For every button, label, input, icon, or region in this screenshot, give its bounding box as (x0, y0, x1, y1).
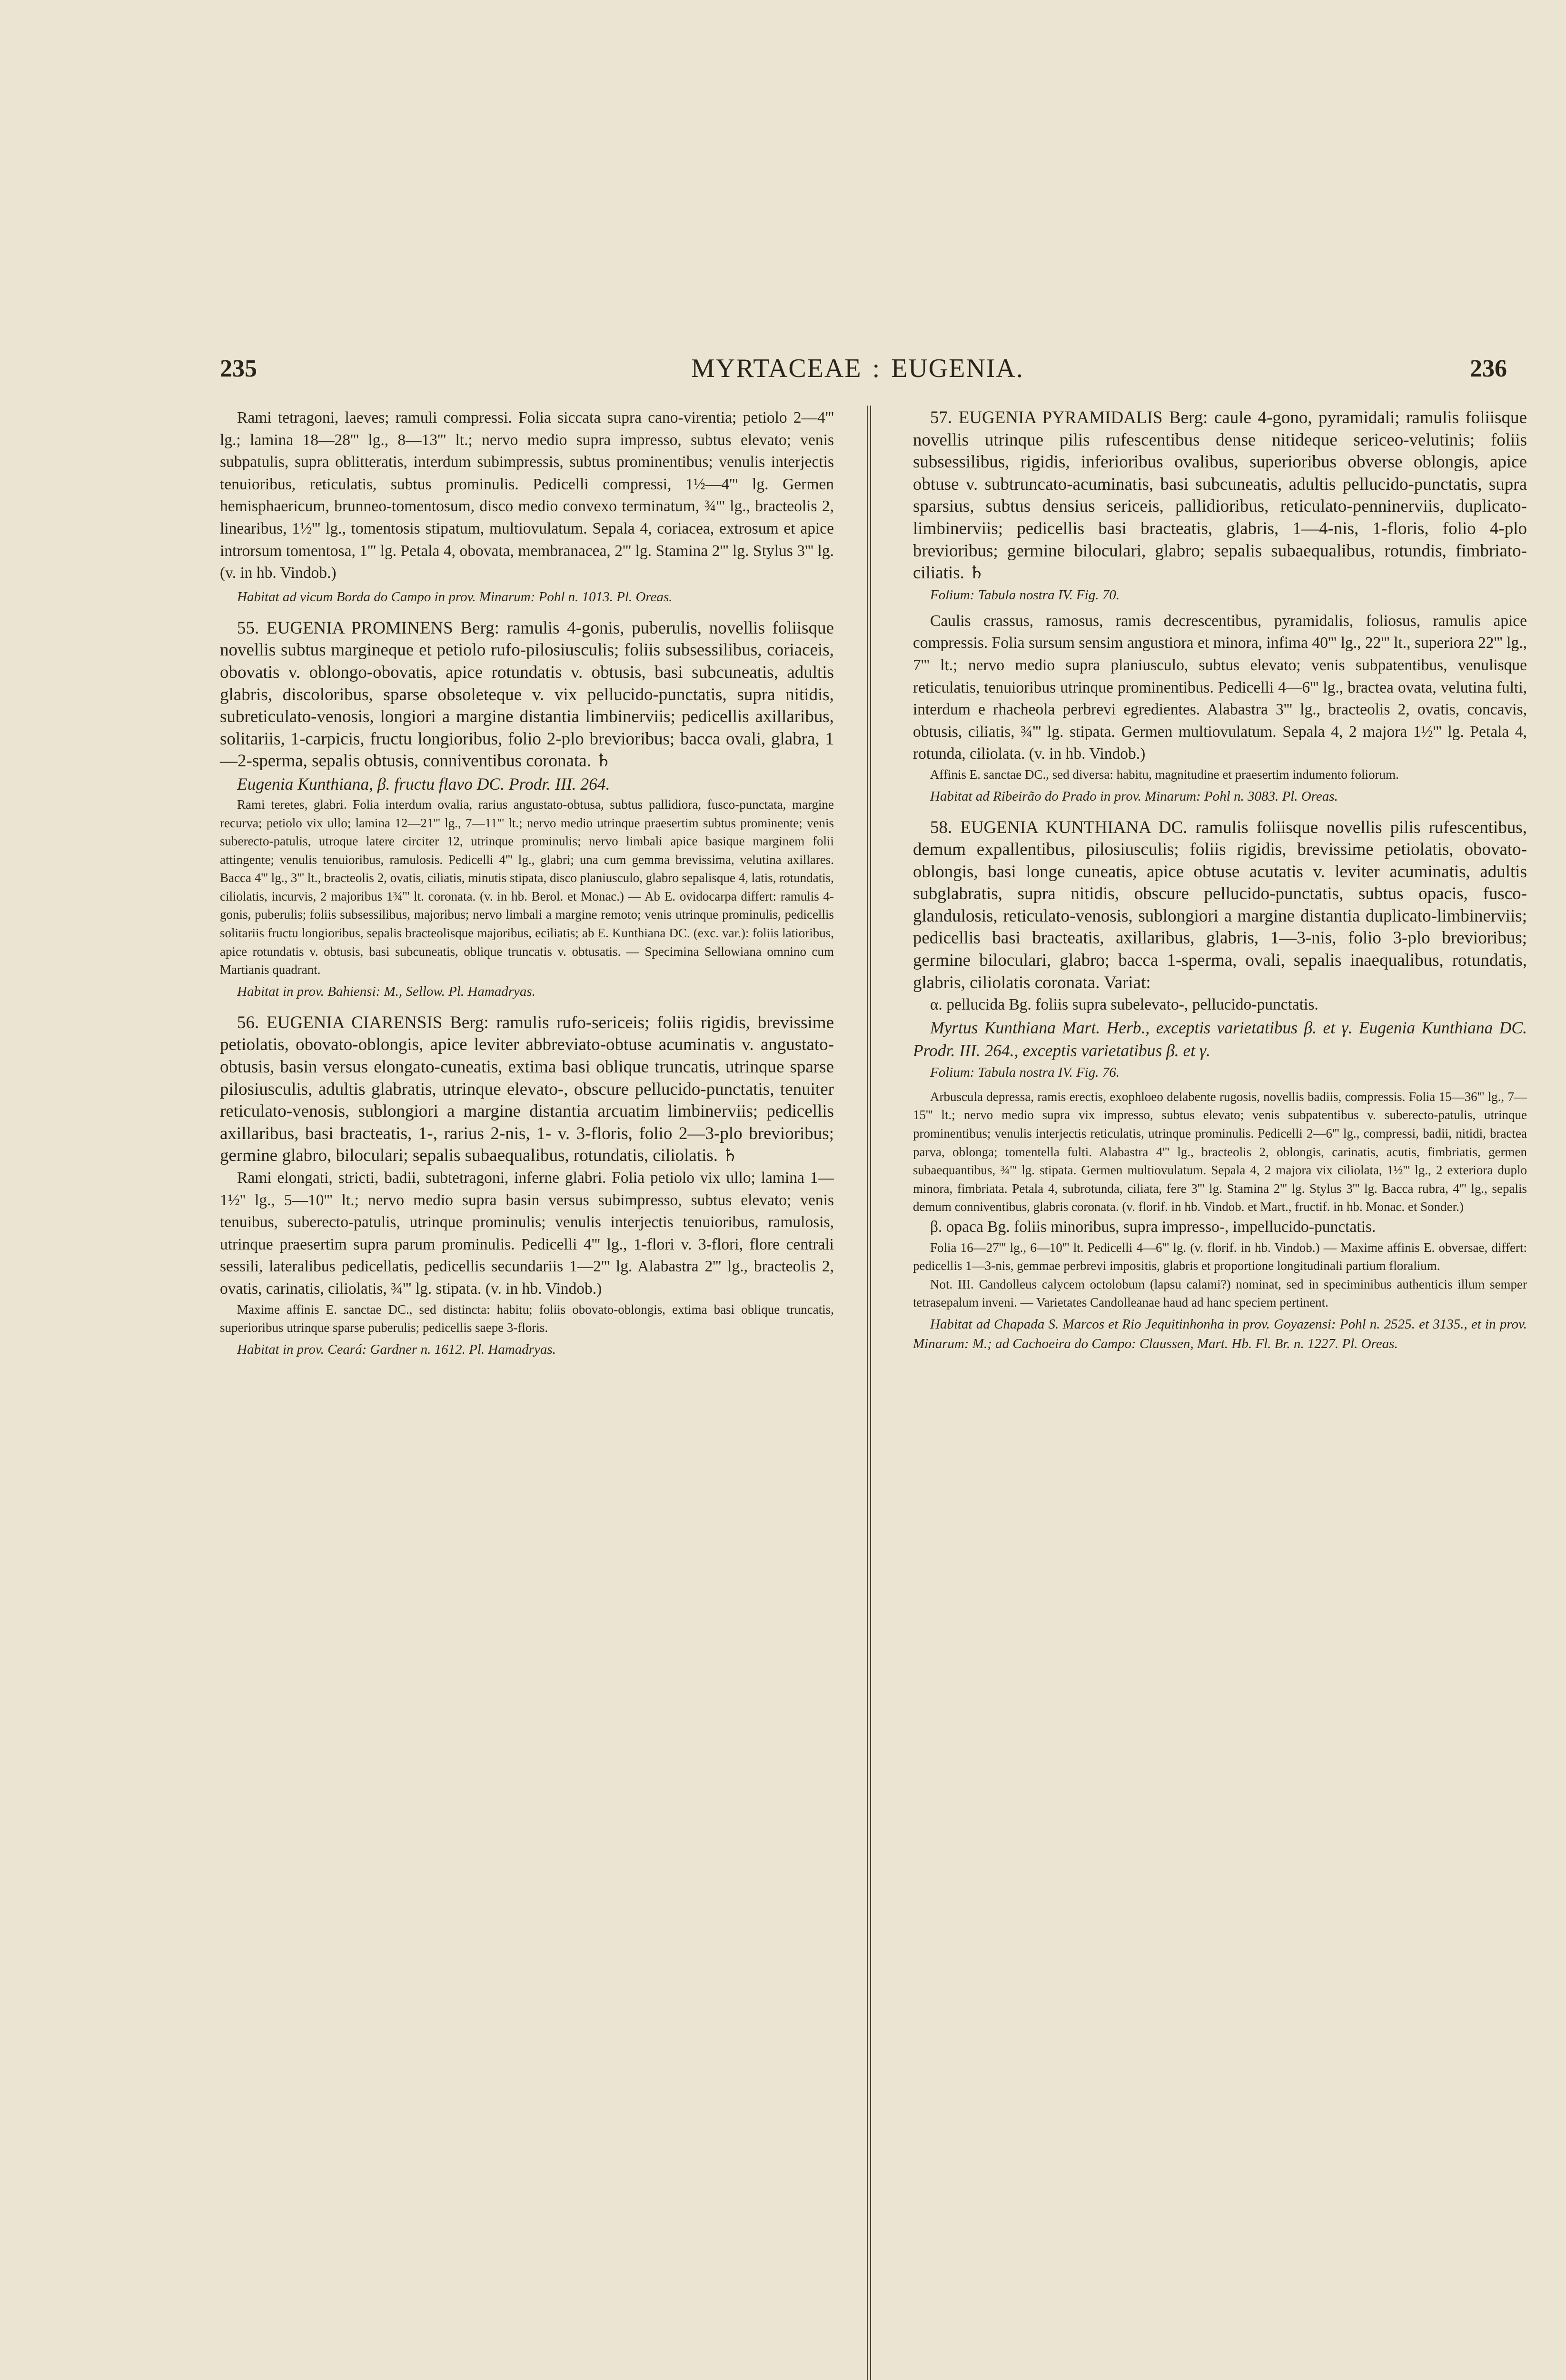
nota-note: Not. III. Candolleus calycem octolobum (lapsu calami?) nominat, sed in speciminibus authenticis illum semper tetrasepalum inveni. — Varietates Candolleanae haud ad hanc speciem pertinent. (913, 1277, 1527, 1310)
variety-beta: β. opaca Bg. foliis minoribus, supra impresso-, impellucido-punctatis. (930, 1218, 1376, 1236)
species-58-figure-ref: Folium: Tabula nostra IV. Fig. 76. (930, 1064, 1120, 1080)
description-continued: Rami tetragoni, laeves; ramuli compressi. Folia siccata supra cano-virentia; petiolo 2—4''' lg.; lamina 18—28''' lg., 8—13''' lt.; nervo medio supra impresso, subtus elevato; venis subpatulis, supra oblitteratis, interdum subimpressis, subtus prominentibus; venulis interjectis tenuioribus, reticulatis, subtus prominulis. Pedicelli compressi, 1½—4''' lg. Germen hemisphaericum, brunneo-tomentosum, disco medio convexo terminatum, ¾''' lg., bracteolis 2, linearibus, 1½''' lg., tomentosis stipatum, multiovulatum. Sepala 4, coriacea, extrosum et apice introrsum tomentosa, 1''' lg. Petala 4, obovata, membranacea, 2''' lg. Stamina 2''' lg. Stylus 3''' lg. (v. in hb. Vindob.) (220, 409, 834, 582)
species-58-synonyms: Myrtus Kunthiana Mart. Herb., exceptis varietatibus β. et γ. Eugenia Kunthiana DC. Prodr. III. 264., exceptis varietatibus β. et γ. (913, 1018, 1527, 1060)
species-57-description: Caulis crassus, ramosus, ramis decrescentibus, pyramidalis, foliosus, ramulis apice compressis. Folia sursum sensim angustiora et minora, infima 40''' lg., 22''' lt., superiora 22''' lg., 7''' lt.; nervo medio supra planiusculo, subtus elevato; venis subpatentibus, venulisque reticulatis, tenuioribus utrinque prominentibus. Pedicelli 4—6''' lg., bractea ovata, velutina fulti, interdum e rhacheola perbrevi egredientes. Alabastra 3''' lg., bracteolis 2, ovatis, concavis, obtusis, ciliatis, ¾''' lg. stipata. Germen multiovulatum. Sepala 4, 2 majora 1½''' lg. Petala 4, rotunda, ciliolata. (v. in hb. Vindob.) (913, 612, 1527, 763)
species-58-habitat: Habitat ad Chapada S. Marcos et Rio Jequitinhonha in prov. Goyazensi: Pohl n. 2525. et 3135., et in prov. Minarum: M.; ad Cachoeira do Campo: Claussen, Mart. Hb. Fl. Br. n. 1227. Pl. Oreas. (913, 1316, 1527, 1351)
species-57-figure-ref: Folium: Tabula nostra IV. Fig. 70. (930, 587, 1120, 603)
species-57-habitat: Habitat ad Ribeirão do Prado in prov. Minarum: Pohl n. 3083. Pl. Oreas. (930, 788, 1338, 804)
page-number-right: 236 (1470, 355, 1507, 382)
species-55-description: Rami teretes, glabri. Folia interdum ovalia, rarius angustato-obtusa, subtus pallidiora, fusco-punctata, margine recurva; petiolo vix ullo; lamina 12—21''' lg., 7—11''' lt.; nervo medio utrinque praesertim subtus prominente; venis suberecto-patulis, utroque latere circiter 12, utrinque prominulis; nervo limbali apice basique marginem folii attingente; venulis tenuioribus, ramulosis. Pedicelli 4''' lg., glabri; una cum gemma brevissima, velutina axillares. Bacca 4''' lg., 3''' lt., bracteolis 2, ovatis, ciliatis, minutis stipata, disco planiusculo, glabro sepalisque 4, latis, rotundatis, ciliolatis, incurvis, 2 majoribus 1¾''' lt. coronata. (v. in hb. Berol. et Monac.) — Ab E. ovidocarpa differt: ramulis 4-gonis, puberulis; foliis subsessilibus, majoribus; nervo limbali a margine remoto; venis utrinque prominulis, pedicellis solitariis fructu longioribus, sepalis bracteolisque majoribus, eciliatis; ab E. Kunthiana DC. (exc. var.): foliis latioribus, apice rotundatis v. obtusis, basi subcuneatis, oblique truncatis v. obtusatis. — Specimina Sellowiana omnino cum Martianis quadrant. (220, 797, 834, 977)
species-57-diagnosis: 57. EUGENIA PYRAMIDALIS Berg: caule 4-gono, pyramidali; ramulis foliisque novellis utrinque pilis rufescentibus dense nitideque sericeo-velutinis; foliis subsessilibus, rigidis, inferioribus ovalibus, superioribus obverse oblongis, apice obtuse v. subtruncato-acuminatis, basi subcuneatis, adultis pellucido-punctatis, supra sparsius, subtus densius sericeis, pallidioribus, reticulato-penninerviis, duplicato-limbinerviis; pedicellis basi bracteatis, glabris, 1—4-nis, 1-floris, folio 4-plo brevioribus; germine biloculari, glabro; sepalis subaequalibus, rotundis, fimbriato-ciliatis. ♄ (913, 408, 1527, 583)
left-column (220, 407, 834, 1370)
right-column (913, 407, 1527, 1364)
species-56-habitat: Habitat in prov. Ceará: Gardner n. 1612. Pl. Hamadryas. (237, 1341, 556, 1357)
species-56-diagnosis: 56. EUGENIA CIARENSIS Berg: ramulis rufo-sericeis; foliis rigidis, brevissime petiolatis, obovato-oblongis, apice leviter abbreviato-obtuse acuminatis v. angustato-obtusis, basin versus elongato-cuneatis, extima basi oblique truncatis, utrinque sparse pilosiusculis, adultis glabratis, utrinque elevato-, obscure pellucido-punctatis, tenuiter reticulato-venosis, sublongiori a margine distantia arcuatim limbinerviis; pedicellis axillaribus, basi bracteatis, 1-, rarius 2-nis, 1- v. 3-floris, folio 2—3-plo brevioribus; germine glabro, biloculari; sepalis subaequalibus, rotundatis, ciliolatis. ♄ (220, 1012, 834, 1166)
column-divider (867, 406, 868, 2380)
variety-beta-description: Folia 16—27''' lg., 6—10''' lt. Pedicelli 4—6''' lg. (v. florif. in hb. Vindob.) — Maxime affinis E. obversae, differt: pedicellis 1—3-nis, gemmae perbrevi impositis, glabris et proportione longitudinali partium floralium. (913, 1240, 1527, 1273)
species-56-description: Rami elongati, stricti, badii, subtetragoni, inferne glabri. Folia petiolo vix ullo; lamina 1—1½'' lg., 5—10''' lt.; nervo medio supra basin versus subimpresso, subtus elevato; venis tenuibus, suberecto-patulis, utrinque prominulis; venulis interjectis tenuioribus, ramulosis, utrinque praesertim supra parum prominulis. Pedicelli 4''' lg., 1-flori v. 3-flori, flore centrali sessili, lateralibus pedicellatis, pedicellis secundariis 1—2''' lg. Alabastra 2''' lg., bracteolis 2, ovatis, carinatis, ciliolatis, ¾''' lg. stipata. (v. in hb. Vindob.) (220, 1169, 834, 1298)
species-55-diagnosis: 55. EUGENIA PROMINENS Berg: ramulis 4-gonis, puberulis, novellis foliisque novellis subtus margineque et petiolo rufo-pilosiusculis; foliis subsessilibus, coriaceis, obovatis v. oblongo-obovatis, apice rotundatis v. obtusis, basi subcuneatis, adultis glabris, discoloribus, sparse obsoleteque v. vix pellucido-punctatis, supra nitidis, subreticulato-venosis, longiori a margine distantia limbinerviis; pedicellis axillaribus, solitariis, 1-carpicis, fructu longioribus, folio 2-plo brevioribus; bacca ovali, glabra, 1—2-sperma, sepalis obtusis, conniventibus coronata. ♄ (220, 618, 834, 771)
species-57-note: Affinis E. sanctae DC., sed diversa: habitu, magnitudine et praesertim indumento foliorum. (930, 767, 1399, 782)
habitat-note: Habitat ad vicum Borda do Campo in prov. Minarum: Pohl n. 1013. Pl. Oreas. (237, 589, 673, 605)
species-58-description: Arbuscula depressa, ramis erectis, exophloeo delabente rugosis, novellis badiis, compressis. Folia 15—36''' lg., 7—15''' lt.; nervo medio supra vix impresso, subtus elevato; venis subpatentibus v. suberecto-patulis, utrinque prominentibus; venulis interjectis reticulatis, utrinque prominulis. Pedicelli 2—6''' lg., compressi, badii, nitidi, bractea parva, oblonga; tomentella fulti. Alabastra 4''' lg., bracteolis 2, oblongis, carinatis, acutis, fimbriatis, germen subaequantibus, ¾''' lg. stipata. Germen multiovulatum. Sepala 4, 2 majora vix ciliolata, 1½''' lg., 2 exteriora duplo minora, fimbriata. Petala 4, subrotunda, ciliata, fere 3''' lg. Stamina 2''' lg. Stylus 3''' lg. Bacca rubra, 4''' lg., sepalis demum conniventibus, glabris coronata. (v. florif. in hb. Vindob. et Mart., fructif. in hb. Monac. et Sonder.) (913, 1089, 1527, 1214)
species-55-habitat: Habitat in prov. Bahiensi: M., Sellow. Pl. Hamadryas. (237, 983, 535, 999)
species-55-synonym: Eugenia Kunthiana, β. fructu flavo DC. Prodr. III. 264. (237, 774, 610, 793)
running-head: MYRTACEAE : EUGENIA. (691, 354, 1024, 383)
species-58-diagnosis: 58. EUGENIA KUNTHIANA DC. ramulis foliisque novellis pilis rufescentibus, demum expallentibus, pilosiusculis; foliis rigidis, brevissime petiolatis, obovato-oblongis, basi longe cuneatis, apice obtuse acutatis v. leviter acuminatis, adultis subglabratis, supra nitidis, obscure pellucido-punctatis, subtus opacis, fusco-glandulosis, reticulato-venosis, sublongiori a margine distantia duplicato-limbinerviis; pedicellis basi bracteatis, axillaribus, glabris, 1—3-nis, folio 3-plo brevioribus; germine biloculari, glabro; bacca 1-sperma, ovali, sepalis inaequalibus, rotundatis, glabris, ciliolatis coronata. Variat: (913, 817, 1527, 992)
variety-alpha: α. pellucida Bg. foliis supra subelevato-, pellucido-punctatis. (930, 996, 1318, 1014)
species-56-note: Maxime affinis E. sanctae DC., sed distincta: habitu; foliis obovato-oblongis, extima basi oblique truncatis, superioribus utrinque sparse puberulis; pedicellis saepe 3-floris. (220, 1302, 834, 1335)
page-number-left: 235 (220, 355, 257, 382)
